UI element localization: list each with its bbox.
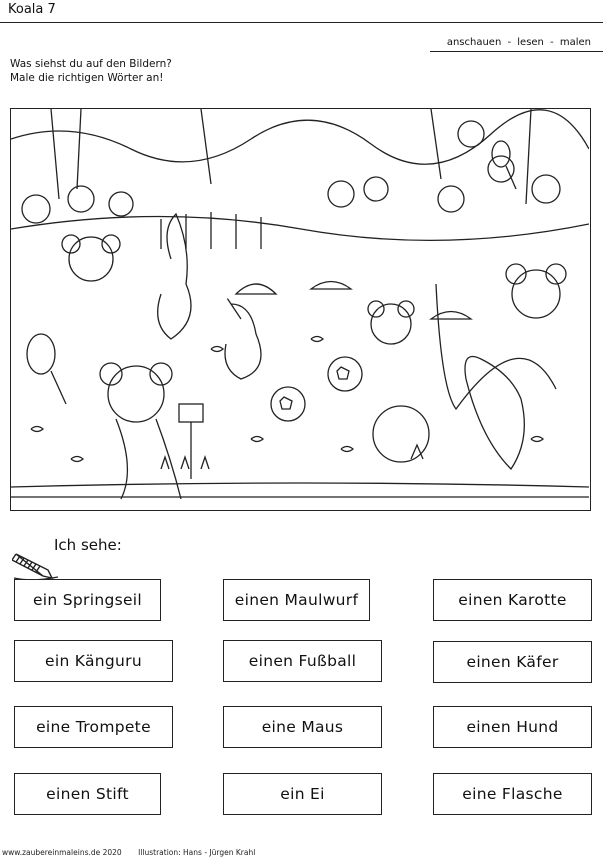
footer-credit: Illustration: Hans - Jürgen Krahl (138, 848, 256, 857)
pencil-icon (12, 548, 60, 580)
illustration-scene (10, 108, 591, 511)
footer (2, 848, 269, 857)
word-box[interactable]: einen Hund (433, 706, 592, 748)
word-box[interactable]: eine Maus (223, 706, 382, 748)
instruction-line-2: Male die richtigen Wörter an! (10, 72, 164, 84)
word-box[interactable]: eine Flasche (433, 773, 592, 815)
word-box[interactable]: einen Käfer (433, 641, 592, 683)
word-box[interactable]: einen Karotte (433, 579, 592, 621)
word-box[interactable]: einen Fußball (223, 640, 382, 682)
word-box[interactable]: eine Trompete (14, 706, 173, 748)
instructions (10, 57, 172, 85)
word-box[interactable]: einen Maulwurf (223, 579, 370, 621)
worksheet-title: Koala 7 (8, 2, 56, 17)
skills-rule (430, 51, 603, 52)
illustration-drawing (11, 109, 589, 509)
word-box[interactable]: ein Känguru (14, 640, 173, 682)
prompt-text: Ich sehe: (54, 536, 122, 554)
word-box[interactable]: einen Stift (14, 773, 161, 815)
footer-site: www.zaubereinmaleins.de 2020 (2, 848, 122, 857)
skills-label: anschauen - lesen - malen (446, 37, 591, 48)
header-rule (0, 22, 603, 23)
instruction-line-1: Was siehst du auf den Bildern? (10, 58, 172, 70)
word-box[interactable]: ein Ei (223, 773, 382, 815)
word-box[interactable]: ein Springseil (14, 579, 161, 621)
